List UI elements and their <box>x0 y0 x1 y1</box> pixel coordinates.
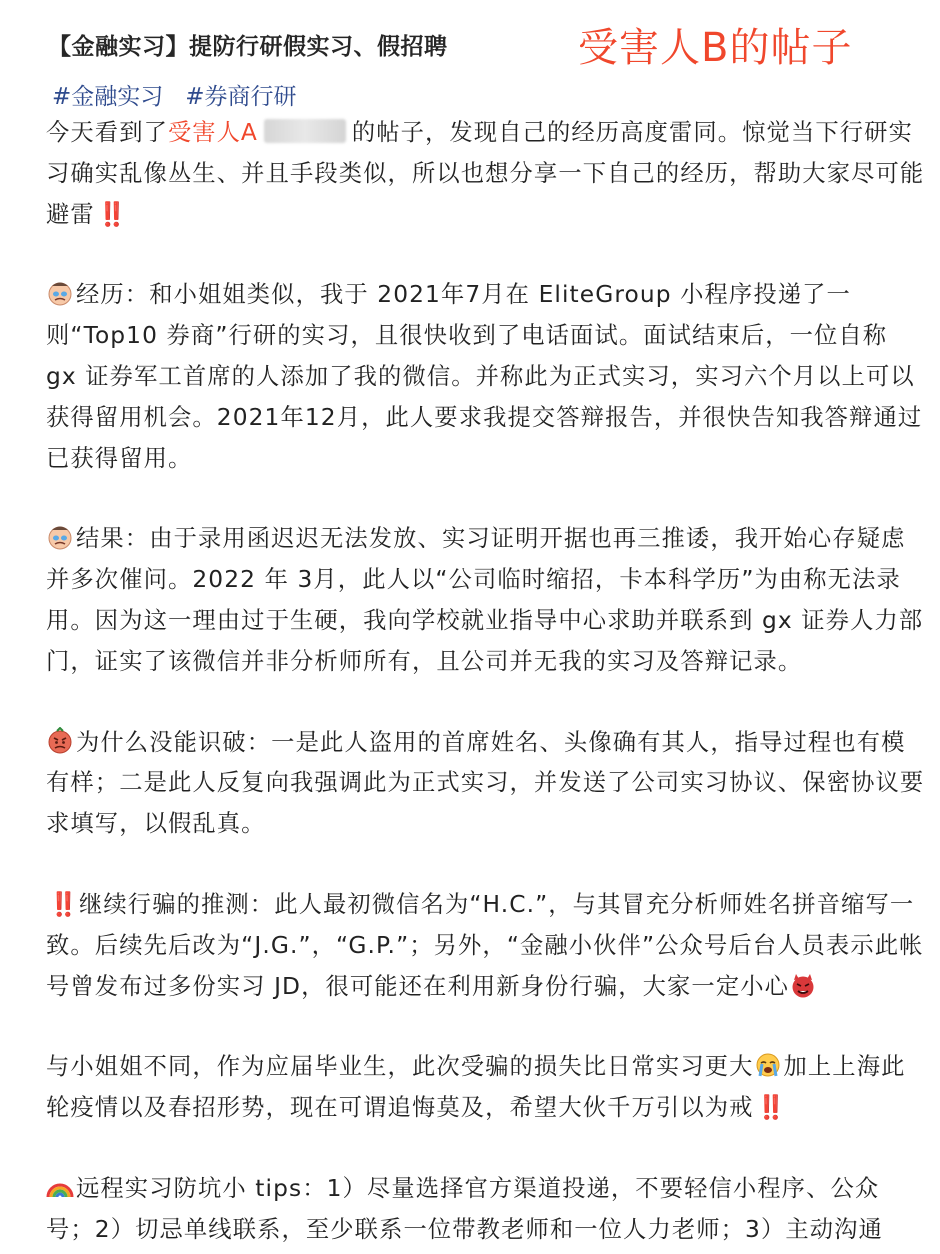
redacted-name-blur <box>264 119 346 143</box>
double-exclamation-icon: ‼️ <box>49 890 77 918</box>
loss-paragraph <box>46 1047 926 1129</box>
double-exclamation-icon: ‼️ <box>756 1094 784 1122</box>
crying-face-icon <box>46 279 74 307</box>
post-header <box>48 22 928 70</box>
speculation-paragraph <box>46 885 926 1007</box>
intro-text-b: 的帖子，发现自己的经历高度雷同。惊觉当下行研实习确实乱像丛生、并且手段类似，所以也想分享一下自己的经历，帮助大家尽可能避雷 <box>46 119 925 228</box>
devil-face-icon <box>789 971 817 999</box>
angry-face-icon <box>46 727 74 755</box>
experience-text: 经历：和小姐姐类似，我于 2021年7月在 EliteGroup 小程序投递了一则“Top10 券商”行研的实习，且很快收到了电话面试。面试结束后，一位自称 gx 证券军工首席的人添加了我的微信。并称此为正式实习，实习六个月以上可以获得留用机会。2021年12月，此人要求我提交答辩报告，并很快告知我答辩通过已获得留用。 <box>46 281 923 472</box>
rainbow-icon <box>46 1173 74 1201</box>
loudly-crying-face-icon <box>754 1051 782 1079</box>
double-exclamation-icon: ‼️ <box>97 200 125 228</box>
intro-paragraph <box>46 113 926 235</box>
victim-a-label: 受害人A <box>167 119 258 146</box>
tips-text: 远程实习防坑小 tips：1）尽量选择官方渠道投递，不要轻信小程序、公众号；2）切忌单线联系，至少联系一位带教老师和一位人力老师；3）主动沟通 <box>46 1174 883 1243</box>
speculation-text: 继续行骗的推测：此人最初微信名为“H.C.”，与其冒充分析师姓名拼音缩写一致。后续先后改为“J.G.”，“G.P.”；另外，“金融小伙伴”公众号后台人员表示此帐号曾发布过多份实习 JD，很可能还在利用新身份行骗，大家一定小心 <box>46 890 924 1000</box>
why-text: 为什么没能识破：一是此人盗用的首席姓名、头像确有其人，指导过程也有模有样；二是此人反复向我强调此为正式实习，并发送了公司实习协议、保密协议要求填写，以假乱真。 <box>46 728 925 838</box>
loss-text-a: 与小姐姐不同，作为应届毕业生，此次受骗的损失比日常实习更大 <box>46 1053 754 1081</box>
hashtag-broker-research[interactable]: #券商行研 <box>185 84 297 110</box>
result-text: 结果：由于录用函迟迟无法发放、实习证明开据也再三推诿，我开始心存疑虑并多次催问。2022 年 3月，此人以“公司临时缩招，卡本科学历”为由称无法录用。因为这一理由过于生硬，我向学校就业指导中心求助并联系到 gx 证券人力部门，证实了该微信并非分析师所有，且公司并无我的实习及答辩记录。 <box>46 525 924 675</box>
experience-paragraph <box>46 275 926 479</box>
loss-text-b: 加上上海此轮疫情以及春招形势，现在可谓追悔莫及，希望大伙千万引以为戒 <box>46 1053 906 1122</box>
tips-paragraph <box>46 1169 926 1251</box>
overlay-label: 受害人B的帖子 <box>578 25 853 71</box>
intro-text-a: 今天看到了 <box>46 119 168 146</box>
crying-face-icon <box>46 523 74 551</box>
hashtag-finance-internship[interactable]: #金融实习 <box>52 84 164 110</box>
post-title: 【金融实习】提防行研假实习、假招聘 <box>48 34 448 60</box>
result-paragraph <box>46 519 926 682</box>
why-paragraph <box>46 723 926 845</box>
hashtag-row <box>52 78 297 112</box>
post-body <box>46 113 926 1251</box>
